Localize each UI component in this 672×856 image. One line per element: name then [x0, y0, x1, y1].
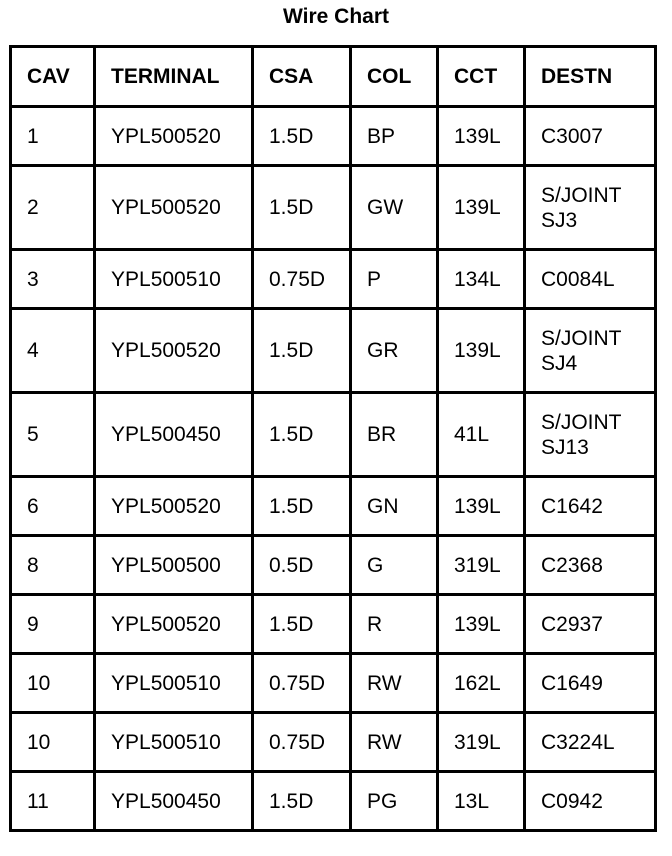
cell-terminal: YPL500500	[95, 536, 253, 595]
cell-cav: 10	[11, 713, 95, 772]
destn-line: C3224L	[541, 730, 615, 754]
destn-line: SJ4	[541, 351, 578, 375]
cell-destn	[525, 107, 656, 166]
cell-destn	[525, 166, 656, 250]
destn-line: SJ13	[541, 435, 589, 459]
cell-csa: 1.5D	[253, 595, 351, 654]
destn-line: C0084L	[541, 267, 615, 291]
table-row	[11, 250, 656, 309]
cell-terminal: YPL500520	[95, 107, 253, 166]
cell-col: R	[351, 595, 438, 654]
cell-cct: 41L	[438, 393, 525, 477]
cell-terminal: YPL500450	[95, 393, 253, 477]
cell-csa: 1.5D	[253, 166, 351, 250]
cell-col: P	[351, 250, 438, 309]
destn-line: S/JOINT	[541, 410, 622, 434]
cell-csa: 1.5D	[253, 393, 351, 477]
cell-terminal: YPL500520	[95, 595, 253, 654]
destn-line: S/JOINT	[541, 183, 622, 207]
cell-terminal: YPL500510	[95, 654, 253, 713]
cell-destn	[525, 393, 656, 477]
destn-line: C1642	[541, 494, 603, 518]
cell-cav: 1	[11, 107, 95, 166]
cell-col: RW	[351, 713, 438, 772]
cell-cct: 139L	[438, 595, 525, 654]
table-row	[11, 393, 656, 477]
cell-terminal: YPL500520	[95, 477, 253, 536]
destn-line: SJ3	[541, 208, 578, 232]
header-cav: CAV	[11, 47, 95, 107]
cell-cct: 139L	[438, 477, 525, 536]
cell-cav: 2	[11, 166, 95, 250]
header-cct: CCT	[438, 47, 525, 107]
cell-cct: 139L	[438, 166, 525, 250]
cell-cav: 11	[11, 772, 95, 831]
cell-cct: 13L	[438, 772, 525, 831]
cell-cct: 139L	[438, 309, 525, 393]
header-row	[11, 47, 656, 107]
cell-cav: 8	[11, 536, 95, 595]
cell-col: GN	[351, 477, 438, 536]
cell-csa: 0.75D	[253, 250, 351, 309]
cell-destn	[525, 772, 656, 831]
cell-terminal: YPL500510	[95, 713, 253, 772]
cell-csa: 0.5D	[253, 536, 351, 595]
header-csa: CSA	[253, 47, 351, 107]
destn-line: S/JOINT	[541, 326, 622, 350]
destn-line: C3007	[541, 124, 603, 148]
destn-line: C1649	[541, 671, 603, 695]
cell-destn	[525, 477, 656, 536]
table-row	[11, 166, 656, 250]
cell-csa: 0.75D	[253, 654, 351, 713]
cell-destn	[525, 595, 656, 654]
cell-cav: 3	[11, 250, 95, 309]
cell-col: G	[351, 536, 438, 595]
cell-col: RW	[351, 654, 438, 713]
cell-terminal: YPL500450	[95, 772, 253, 831]
cell-terminal: YPL500520	[95, 166, 253, 250]
cell-terminal: YPL500510	[95, 250, 253, 309]
cell-csa: 1.5D	[253, 477, 351, 536]
cell-cav: 10	[11, 654, 95, 713]
destn-line: C2937	[541, 612, 603, 636]
cell-csa: 1.5D	[253, 107, 351, 166]
cell-destn	[525, 713, 656, 772]
cell-cct: 319L	[438, 713, 525, 772]
table-row	[11, 654, 656, 713]
header-terminal: TERMINAL	[95, 47, 253, 107]
cell-csa: 1.5D	[253, 309, 351, 393]
cell-csa: 1.5D	[253, 772, 351, 831]
destn-line: C0942	[541, 789, 603, 813]
header-destn: DESTN	[525, 47, 656, 107]
cell-cct: 134L	[438, 250, 525, 309]
table-row	[11, 772, 656, 831]
table-body	[11, 107, 656, 831]
cell-destn	[525, 309, 656, 393]
table-row	[11, 309, 656, 393]
table-row	[11, 536, 656, 595]
cell-cav: 9	[11, 595, 95, 654]
wire-chart-table	[9, 45, 657, 832]
cell-col: BR	[351, 393, 438, 477]
cell-cct: 162L	[438, 654, 525, 713]
cell-cct: 319L	[438, 536, 525, 595]
cell-csa: 0.75D	[253, 713, 351, 772]
page-title: Wire Chart	[283, 5, 389, 28]
table-row	[11, 713, 656, 772]
table-row	[11, 595, 656, 654]
table-row	[11, 107, 656, 166]
cell-cct: 139L	[438, 107, 525, 166]
cell-col: GR	[351, 309, 438, 393]
cell-col: BP	[351, 107, 438, 166]
cell-cav: 5	[11, 393, 95, 477]
cell-terminal: YPL500520	[95, 309, 253, 393]
cell-cav: 4	[11, 309, 95, 393]
cell-cav: 6	[11, 477, 95, 536]
cell-destn	[525, 654, 656, 713]
cell-destn	[525, 250, 656, 309]
table-row	[11, 477, 656, 536]
cell-col: GW	[351, 166, 438, 250]
cell-col: PG	[351, 772, 438, 831]
header-col: COL	[351, 47, 438, 107]
destn-line: C2368	[541, 553, 603, 577]
cell-destn	[525, 536, 656, 595]
